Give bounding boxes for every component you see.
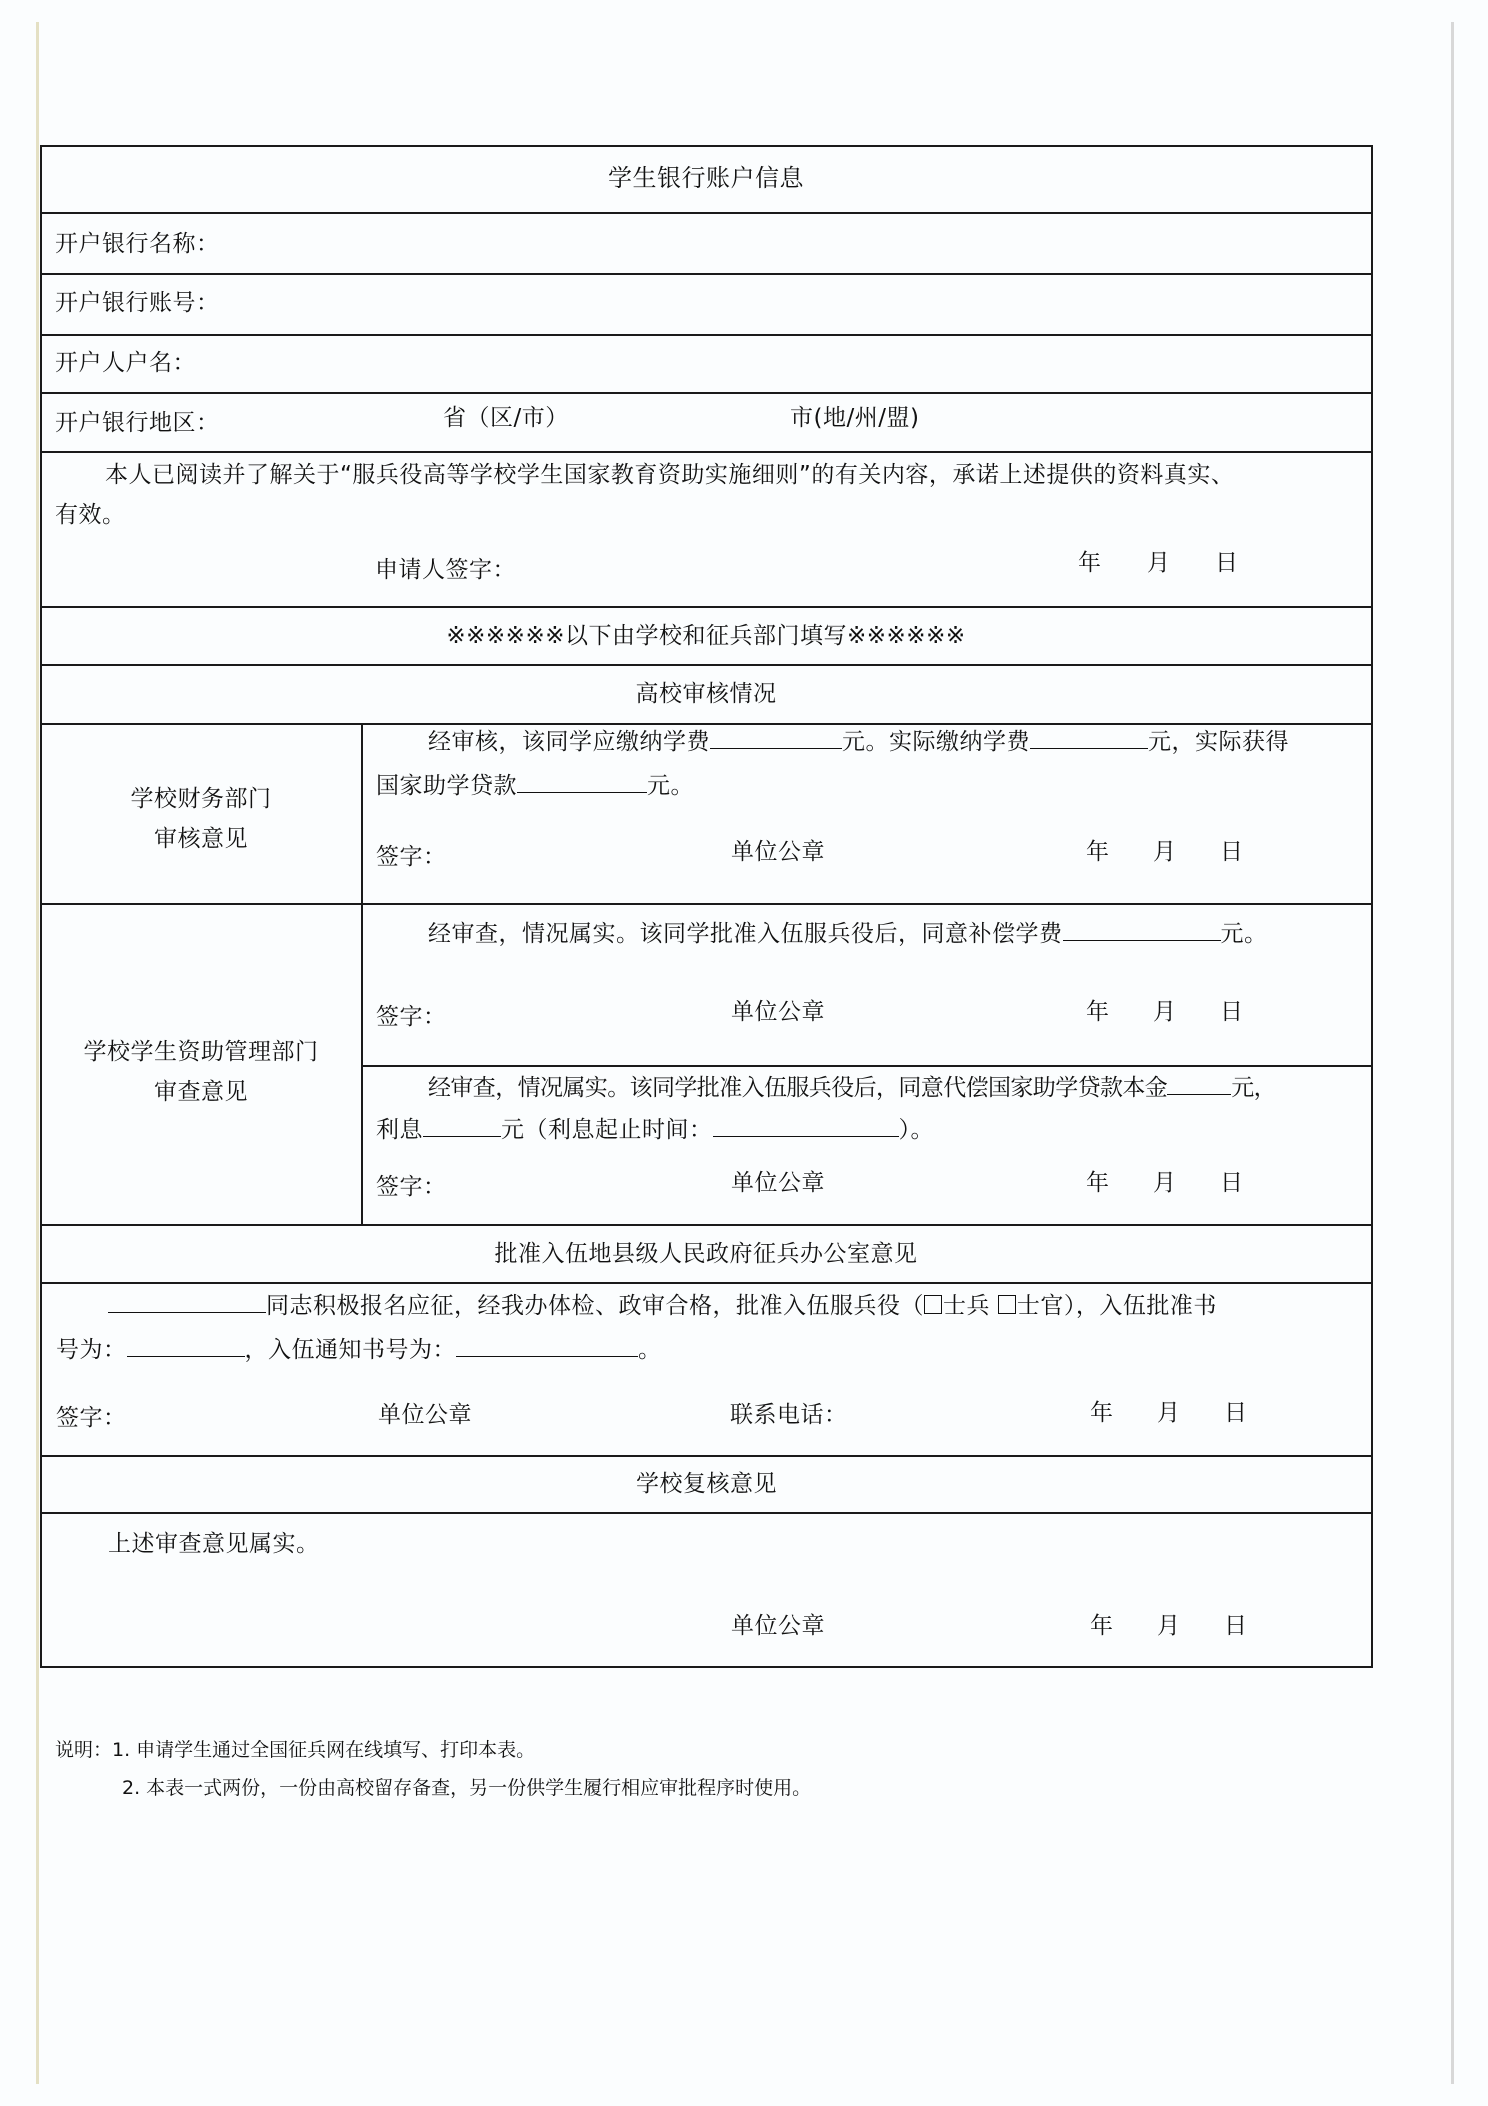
conscription-sign-label: 签字： [56, 1405, 127, 1431]
school-recheck-title: 学校复核意见 [636, 1471, 777, 1497]
loan-text-b: 元， [1231, 1075, 1277, 1101]
finance-review-text-line1 [428, 728, 1289, 756]
university-review-title: 高校审核情况 [635, 681, 777, 707]
declaration-text-line2: 有效。 [55, 502, 126, 528]
bank-name-label: 开户银行名称： [55, 231, 220, 257]
finance-text-c: 元，实际获得 [1148, 729, 1289, 755]
finance-seal-label: 单位公章 [731, 839, 825, 865]
aid-office-label-line2: 审查意见 [154, 1079, 248, 1105]
interest-period-field[interactable] [713, 1116, 899, 1137]
state-loan-field[interactable] [517, 772, 647, 793]
conscription-text-d: ，入伍通知书号为： [244, 1337, 456, 1363]
finance-review-text-line2 [376, 772, 694, 800]
row-divider [40, 334, 1372, 336]
date-day: 日 [1215, 550, 1239, 576]
enlistment-notice-number-field[interactable] [456, 1336, 638, 1357]
date-day: 日 [1220, 999, 1244, 1025]
date-month: 月 [1147, 550, 1171, 576]
loan-text-d: 元（利息起止时间： [501, 1117, 713, 1143]
conscription-text-b: ），入伍批准书 [1063, 1293, 1217, 1319]
row-divider [40, 1224, 1372, 1226]
row-divider [40, 723, 1372, 725]
finance-sign-label: 签字： [376, 844, 447, 870]
row-divider [40, 606, 1372, 608]
applicant-signature-label: 申请人签字： [375, 557, 516, 583]
declaration-text-line1: 本人已阅读并了解关于“服兵役高等学校学生国家教育资助实施细则”的有关内容，承诺上述提供的资料真实、 [105, 462, 1235, 488]
finance-text-a: 经审核，该同学应缴纳学费 [428, 729, 710, 755]
row-divider [40, 1512, 1373, 1514]
scan-edge-right [1451, 22, 1454, 2084]
recruit-name-field[interactable] [108, 1292, 266, 1313]
row-divider [40, 273, 1372, 275]
conscription-text-line2 [56, 1336, 662, 1364]
table-border-top [40, 145, 1372, 147]
tuition-seal-label: 单位公章 [731, 999, 825, 1025]
tuition-compensation-text [428, 920, 1268, 948]
notes-prefix: 说明： [55, 1739, 113, 1761]
soldier-option-label: 士兵 [943, 1293, 990, 1319]
finance-dept-label-line2: 审核意见 [154, 826, 248, 852]
conscription-seal-label: 单位公章 [378, 1402, 472, 1428]
scan-edge-left [36, 22, 39, 2084]
date-year: 年 [1078, 550, 1102, 576]
note-text-1: 1. 申请学生通过全国征兵网在线填写、打印本表。 [112, 1739, 536, 1761]
date-month: 月 [1157, 1400, 1181, 1426]
soldier-checkbox[interactable] [924, 1295, 942, 1314]
loan-compensation-text-line1 [428, 1074, 1276, 1102]
tuition-text-b: 元。 [1220, 921, 1268, 947]
row-divider [40, 1282, 1373, 1284]
loan-compensation-text-line2 [376, 1116, 934, 1144]
city-label: 市(地/州/盟) [790, 405, 920, 431]
note-item-2: 2. 本表一式两份，一份由高校留存备查，另一份供学生履行相应审批程序时使用。 [122, 1777, 812, 1799]
loan-text-a: 经审查，情况属实。该同学批准入伍服兵役后，同意代偿国家助学贷款本金 [428, 1075, 1168, 1101]
loan-principal-field[interactable] [1167, 1074, 1231, 1095]
date-month: 月 [1157, 1613, 1181, 1639]
date-month: 月 [1153, 1170, 1177, 1196]
sergeant-checkbox[interactable] [998, 1295, 1016, 1314]
enlistment-approval-number-field[interactable] [127, 1336, 245, 1357]
tuition-compensation-field[interactable] [1063, 920, 1221, 941]
tuition-sign-label: 签字： [376, 1004, 447, 1030]
date-day: 日 [1224, 1613, 1248, 1639]
row-divider [40, 1455, 1373, 1457]
bank-section-title: 学生银行账户信息 [608, 164, 804, 192]
contact-phone-label: 联系电话： [730, 1402, 848, 1428]
tuition-paid-field[interactable] [1030, 728, 1148, 749]
bank-region-label: 开户银行地区： [55, 410, 220, 436]
row-divider [40, 903, 1372, 905]
table-border-right [1371, 145, 1373, 1668]
finance-text-b: 元。实际缴纳学费 [842, 729, 1030, 755]
aid-office-label-line1: 学校学生资助管理部门 [83, 1039, 319, 1065]
date-year: 年 [1086, 839, 1110, 865]
date-year: 年 [1086, 1170, 1110, 1196]
date-day: 日 [1220, 1170, 1244, 1196]
school-fill-notice: ※※※※※※以下由学校和征兵部门填写※※※※※※ [446, 623, 966, 649]
loan-text-e: ）。 [898, 1117, 934, 1143]
table-border-left [40, 145, 42, 1668]
loan-seal-label: 单位公章 [731, 1170, 825, 1196]
note-item-1 [55, 1738, 535, 1762]
row-divider [40, 451, 1372, 453]
sergeant-option-label: 士官 [1016, 1293, 1064, 1319]
row-divider [40, 212, 1372, 214]
date-month: 月 [1153, 999, 1177, 1025]
loan-sign-label: 签字： [376, 1174, 447, 1200]
conscription-text-line1 [108, 1292, 1217, 1320]
loan-text-c: 利息 [376, 1117, 423, 1143]
loan-interest-field[interactable] [423, 1116, 501, 1137]
date-day: 日 [1220, 839, 1244, 865]
conscription-office-title: 批准入伍地县级人民政府征兵办公室意见 [494, 1241, 918, 1267]
province-label: 省（区/市） [443, 405, 569, 431]
school-recheck-text: 上述审查意见属实。 [108, 1531, 320, 1557]
tuition-due-field[interactable] [710, 728, 842, 749]
conscription-text-a: 同志积极报名应征，经我办体检、政审合格，批准入伍服兵役（ [266, 1293, 924, 1319]
date-month: 月 [1153, 839, 1177, 865]
row-divider [40, 392, 1372, 394]
finance-text-e: 元。 [647, 773, 694, 799]
finance-dept-label-line1: 学校财务部门 [130, 786, 272, 812]
row-divider [362, 1065, 1372, 1067]
account-holder-label: 开户人户名： [55, 350, 196, 376]
date-year: 年 [1090, 1613, 1114, 1639]
tuition-text-a: 经审查，情况属实。该同学批准入伍服兵役后，同意补偿学费 [428, 921, 1063, 947]
conscription-text-e: 。 [638, 1337, 662, 1363]
school-recheck-seal-label: 单位公章 [731, 1613, 825, 1639]
date-year: 年 [1090, 1400, 1114, 1426]
table-border-bottom [40, 1666, 1373, 1668]
finance-text-d: 国家助学贷款 [376, 773, 517, 799]
account-number-label: 开户银行账号： [55, 290, 220, 316]
date-day: 日 [1224, 1400, 1248, 1426]
conscription-text-c: 号为： [56, 1337, 127, 1363]
date-year: 年 [1086, 999, 1110, 1025]
row-divider [40, 664, 1372, 666]
